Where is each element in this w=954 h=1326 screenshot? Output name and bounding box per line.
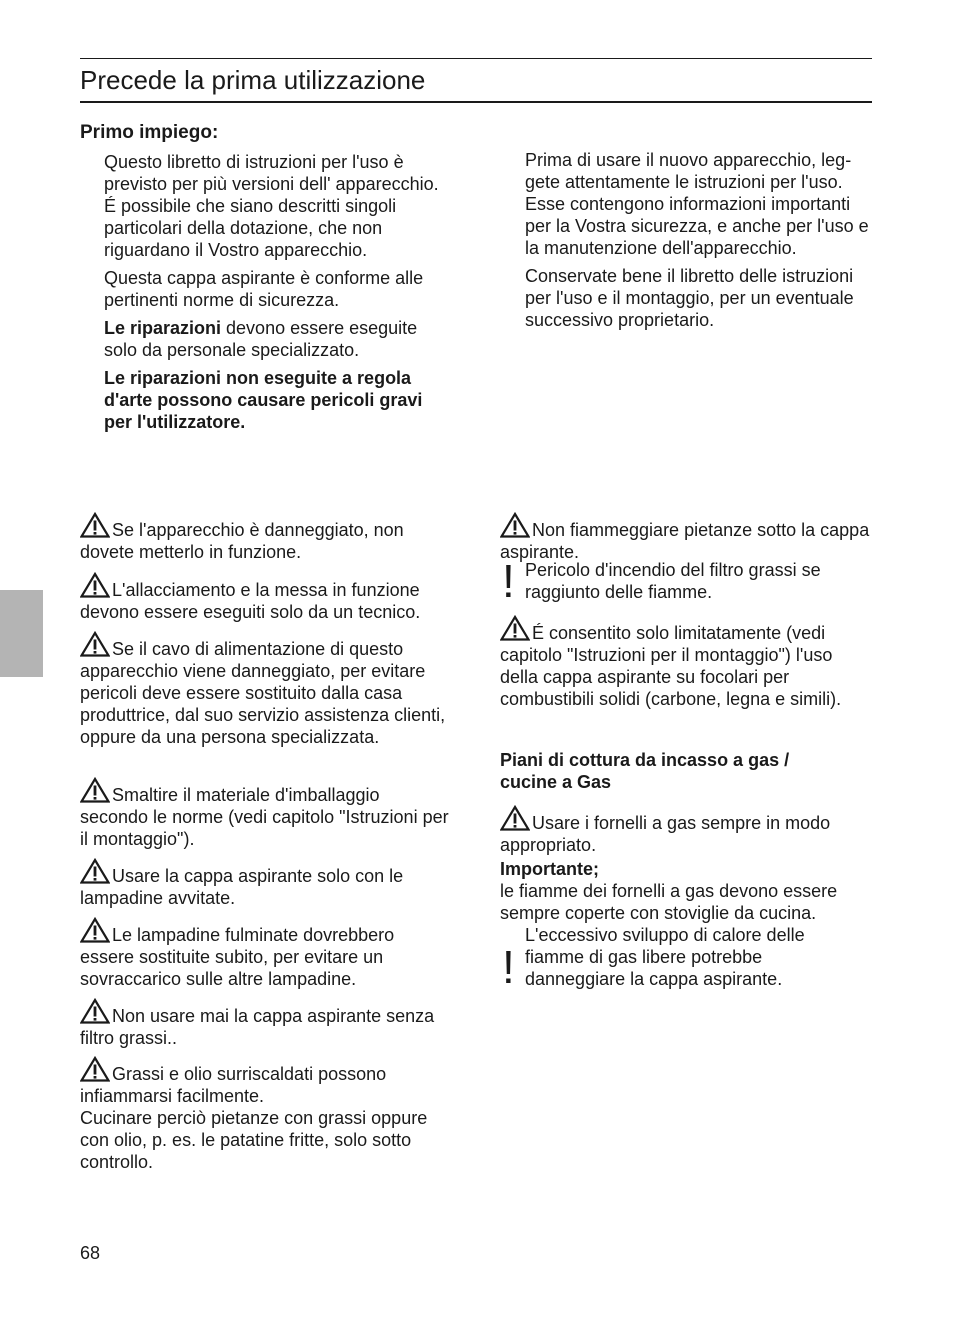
warning-triangle-icon: [500, 615, 530, 641]
warning-triangle-icon: [80, 1056, 110, 1082]
warning-left-1: Se l'apparecchio è danneggiato, non dovete metterlo in funzione.: [80, 512, 450, 563]
primo-right-column: [525, 149, 875, 337]
warning-left-5: Usare la cappa aspirante solo con le lampadine avvitate.: [80, 858, 450, 909]
warning-left-8-extra: Cucinare perciò pietanze con grassi oppure con olio, p. es. le patatine fritte, solo sotto controllo.: [80, 1108, 428, 1172]
important-label: Importante;: [500, 859, 599, 879]
important-text: le fiamme dei fornelli a gas devono essere sempre coperte con stoviglie da cucina.: [500, 881, 838, 923]
warning-left-6: Le lampadine fulminate dovrebbero essere sostituite subito, per evitare un sovraccarico sulle altre lampadine.: [80, 917, 450, 990]
warning-left-7: Non usare mai la cappa aspirante senza filtro grassi..: [80, 998, 450, 1049]
warning-left-2: L'allacciamento e la messa in funzione devono essere eseguiti solo da un tecnico.: [80, 572, 450, 623]
primo-heading: Primo impiego:: [80, 122, 219, 143]
header-rule-top: [80, 58, 872, 59]
warning-triangle-icon: [80, 512, 110, 538]
notice-heat: L'eccessivo sviluppo di calore delle fiamme di gas libere potrebbe danneggiare la cappa aspirante.: [525, 925, 805, 989]
warning-triangle-icon: [80, 998, 110, 1024]
warning-left-8: Grassi e olio surriscaldati possono infiammarsi facilmente. Cucinare perciò pietanze con grassi oppure con olio, p. es. le patatine fritte, solo sotto controllo.: [80, 1056, 450, 1173]
primo-left-p3-bold: Le riparazioni: [104, 318, 222, 338]
warning-gas: Usare i fornelli a gas sempre in modo appropriato.: [500, 805, 872, 856]
warning-right-2: É consentito solo limitatamente (vedi capitolo "Istruzioni per il montaggio") l'uso della cappa aspirante su focolari per combustibili solidi (carbone, legna e simili).: [500, 615, 872, 710]
warning-left-3: Se il cavo di alimentazione di questo apparecchio viene danneggiato, per evitare pericoli deve essere sostituito dalla casa produttrice, dal suo servizio assistenza clienti, oppure da una persona specializzata.: [80, 631, 450, 748]
warning-triangle-icon: [80, 917, 110, 943]
warning-triangle-icon: [500, 512, 530, 538]
warning-triangle-icon: [500, 805, 530, 831]
warning-triangle-icon: [80, 777, 110, 803]
warning-triangle-icon: [80, 572, 110, 598]
primo-right-p1: Prima di usare il nuovo apparecchio, leggete attentamente le istruzioni per l'uso. Esse contengono informazioni importanti per la Vostra sicurezza, e anche per l'uso e la manutenzione dell'apparecchio.: [525, 150, 869, 258]
primo-left-p3-rest: devono essere eseguite solo da personale specializzato.: [104, 318, 418, 360]
warning-left-4: Smaltire il materiale d'imballaggio secondo le norme (vedi capitolo "Istruzioni per il montaggio").: [80, 777, 450, 850]
warning-triangle-icon: [80, 631, 110, 657]
exclamation-icon: !: [502, 941, 515, 993]
primo-right-p2: Conservate bene il libretto delle istruzioni per l'uso e il montaggio, per un eventuale successivo proprietario.: [525, 266, 854, 330]
side-tab-marker: [0, 590, 43, 677]
important-note: [500, 858, 872, 924]
primo-left-p2: Questa cappa aspirante è conforme alle pertinenti norme di sicurezza.: [104, 268, 424, 310]
page-title: Precede la prima utilizzazione: [80, 65, 426, 95]
exclamation-icon: !: [502, 555, 515, 607]
primo-left-p1: Questo libretto di istruzioni per l'uso è previsto per più versioni dell' apparecchio. É possibile che siano descritti singoli particolari della dotazione, che non riguardano il Vostro apparecchio.: [104, 152, 439, 260]
primo-left-p3: [104, 317, 449, 361]
notice-fire: Pericolo d'incendio del filtro grassi se raggiunto delle fiamme.: [525, 560, 821, 602]
warning-triangle-icon: [80, 858, 110, 884]
primo-left-p4: Le riparazioni non eseguite a regola d'arte possono causare pericoli gravi per l'utilizzatore.: [104, 368, 423, 432]
header-rule-bottom: [80, 101, 872, 103]
page-number: 68: [80, 1243, 101, 1263]
primo-left-column: [104, 151, 449, 439]
gas-heading: Piani di cottura da incasso a gas / cucine a Gas: [500, 750, 790, 792]
warning-right-1: Non fiammeggiare pietanze sotto la cappa aspirante.: [500, 512, 872, 563]
